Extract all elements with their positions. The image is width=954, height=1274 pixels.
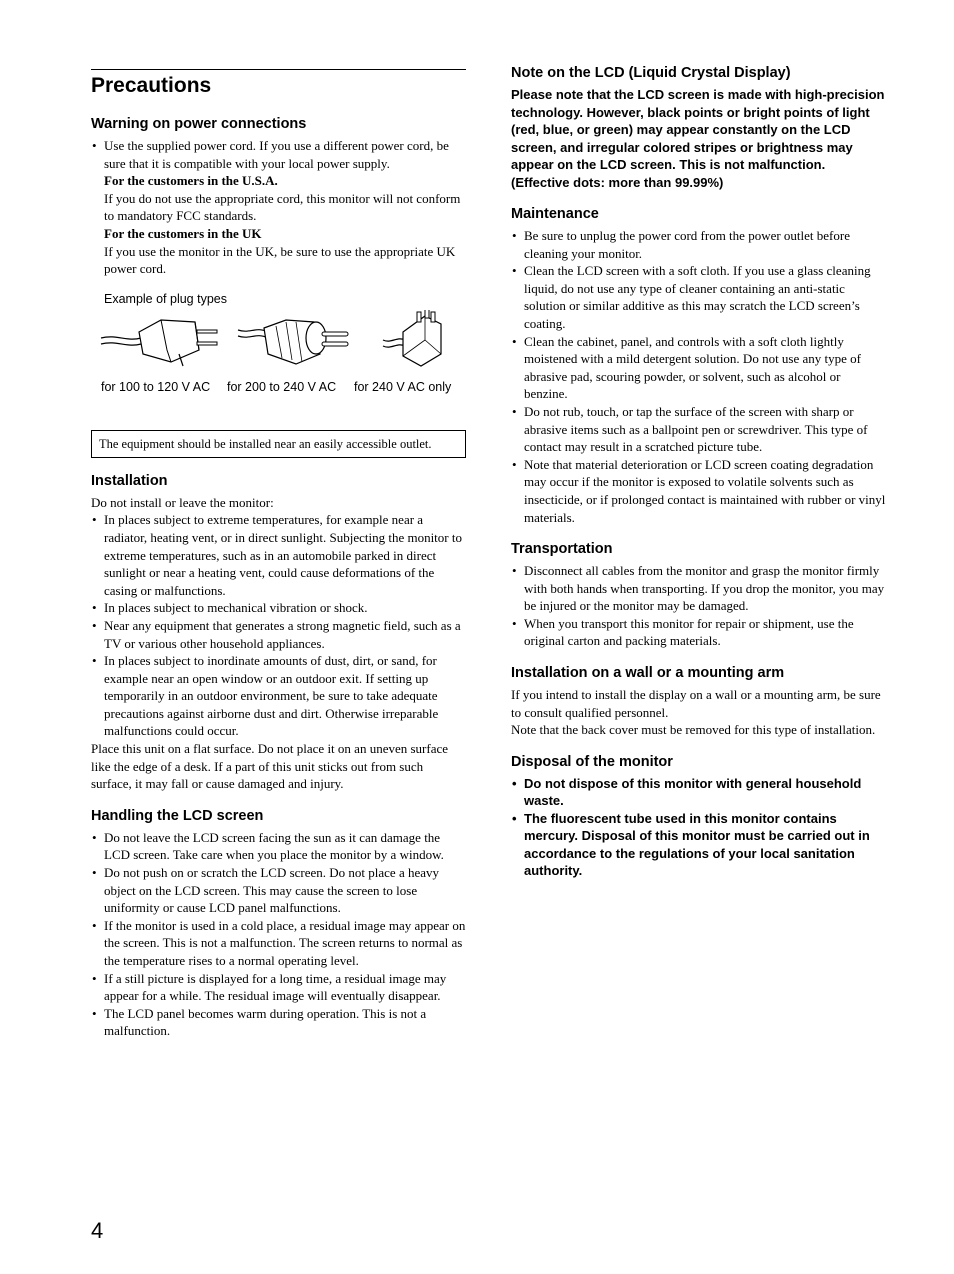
plug-types-label: Example of plug types	[104, 291, 227, 306]
transportation-list	[511, 562, 886, 650]
page-number: 4	[91, 1218, 104, 1243]
left-column	[91, 60, 466, 1040]
usa-subheading: For the customers in the U.S.A.	[104, 173, 278, 189]
list-item: • Be sure to unplug the power cord from the power outlet before cleaning your monitor.	[511, 227, 886, 262]
list-item: • Do not leave the LCD screen facing the sun as it can damage the LCD screen. Take care when you place the monitor by a window.	[91, 829, 466, 864]
plug-figure	[91, 310, 466, 400]
list-item: • If the monitor is used in a cold place, a residual image may appear on the screen. This is not a malfunction. The screen returns to normal as the temperature rises to a normal operating level.	[91, 917, 466, 970]
list-item: • Note that material deterioration or LCD screen coating degradation may occur if the monitor is exposed to volatile solvents such as insecticide, or if prolonged contact is maintained with rubber or vinyl materials.	[511, 456, 886, 526]
usa-text: If you do not use the appropriate cord, this monitor will not conform to mandatory FCC standards.	[104, 190, 461, 224]
handling-list	[91, 829, 466, 1040]
installation-intro: Do not install or leave the monitor:	[91, 494, 274, 510]
list-item: • Disconnect all cables from the monitor and grasp the monitor firmly with both hands when transporting. If you drop the monitor, you may be injured or the monitor may be damaged.	[511, 562, 886, 615]
power-list	[91, 137, 466, 172]
plug-caption-eu: for 200 to 240 V AC	[227, 379, 337, 394]
wall-mount-text: If you intend to install the display on a wall or a mounting arm, be sure to consult qualified personnel.	[511, 687, 881, 720]
list-item: • The LCD panel becomes warm during operation. This is not a malfunction.	[91, 1005, 466, 1040]
disposal-list	[511, 775, 886, 880]
list-item: • Do not dispose of this monitor with general household waste.	[511, 775, 886, 810]
page-title: Precautions	[91, 74, 212, 97]
list-item: • Near any equipment that generates a strong magnetic field, such as a TV or various other household appliances.	[91, 617, 466, 652]
wall-mount-note: Note that the back cover must be removed for this type of installation.	[511, 722, 876, 738]
uk-plug-icon	[381, 310, 451, 372]
list-item: • If a still picture is displayed for a long time, a residual image may appear for a while. The residual image will eventually disappear.	[91, 970, 466, 1005]
transportation-heading: Transportation	[511, 541, 613, 558]
list-item: • In places subject to mechanical vibration or shock.	[91, 599, 466, 617]
list-item: • The fluorescent tube used in this monitor contains mercury. Disposal of this monitor must be carried out in accordance to the regulations of your local sanitation authority.	[511, 810, 886, 880]
power-bullet: • Use the supplied power cord. If you use a different power cord, be sure that it is compatible with your local power supply.	[91, 137, 466, 172]
disposal-heading: Disposal of the monitor	[511, 753, 673, 770]
list-item: • Do not push on or scratch the LCD screen. Do not place a heavy object on the LCD screen. This may cause the screen to lose uniformity or cause LCD panel malfunctions.	[91, 864, 466, 917]
installation-heading: Installation	[91, 472, 168, 489]
lcd-note-text: Please note that the LCD screen is made with high-precision technology. However, black points or bright points of light (red, blue, or green) may appear constantly on the LCD screen, and irregular colored stripes or brightness may appear on the LCD screen. This is not malfunction.	[511, 87, 885, 172]
eu-plug-icon	[236, 310, 356, 370]
maintenance-heading: Maintenance	[511, 206, 599, 222]
power-heading: Warning on power connections	[91, 116, 307, 132]
right-column	[511, 64, 886, 880]
list-item: • In places subject to extreme temperatures, for example near a radiator, heating vent, or in direct sunlight. Subjecting the monitor to extreme temperatures, such as in an automobile parked in direct sunlight or near a heating vent, could cause deformations of the casing or malfunctions.	[91, 511, 466, 599]
plug-caption-us: for 100 to 120 V AC	[101, 379, 211, 394]
lcd-note-heading: Note on the LCD (Liquid Crystal Display)	[511, 65, 791, 81]
uk-subheading: For the customers in the UK	[104, 225, 262, 241]
uk-text: If you use the monitor in the UK, be sure to use the appropriate UK power cord.	[104, 243, 456, 277]
installation-outro: Place this unit on a flat surface. Do not place it on an uneven surface like the edge of a desk. If a part of this unit sticks out from such surface, it may fall or cause damaged and injury.	[91, 741, 449, 792]
list-item: • When you transport this monitor for repair or shipment, use the original carton and packing materials.	[511, 615, 886, 650]
us-plug-icon	[99, 310, 219, 370]
plug-caption-uk: for 240 V AC only	[354, 379, 452, 394]
outlet-notice: The equipment should be installed near an easily accessible outlet.	[91, 430, 466, 458]
list-item: • In places subject to inordinate amounts of dust, dirt, or sand, for example near an open window or an outdoor exit. If setting up temporarily in an outdoor environment, be sure to take adequate precautions against airborne dust and dirt. Otherwise irreparable malfunctions could occur.	[91, 652, 466, 740]
handling-heading: Handling the LCD screen	[91, 807, 264, 824]
lcd-note-dots: (Effective dots: more than 99.99%)	[511, 174, 724, 190]
installation-list	[91, 511, 466, 740]
list-item: • Clean the LCD screen with a soft cloth. If you use a glass cleaning liquid, do not use any type of cleaner containing an anti-static solution or similar additive as this may scratch the LCD screen’s coating.	[511, 262, 886, 332]
list-item: • Clean the cabinet, panel, and controls with a soft cloth lightly moistened with a mild detergent solution. Do not use any type of abrasive pad, scouring powder, or solvent, such as alcohol or benzine.	[511, 333, 886, 403]
maintenance-list	[511, 227, 886, 526]
wall-mount-heading: Installation on a wall or a mounting arm	[511, 665, 785, 682]
title-rule	[91, 69, 466, 70]
list-item: • Do not rub, touch, or tap the surface of the screen with sharp or abrasive items such as a ballpoint pen or screwdriver. This type of contact may result in a scratched picture tube.	[511, 403, 886, 456]
